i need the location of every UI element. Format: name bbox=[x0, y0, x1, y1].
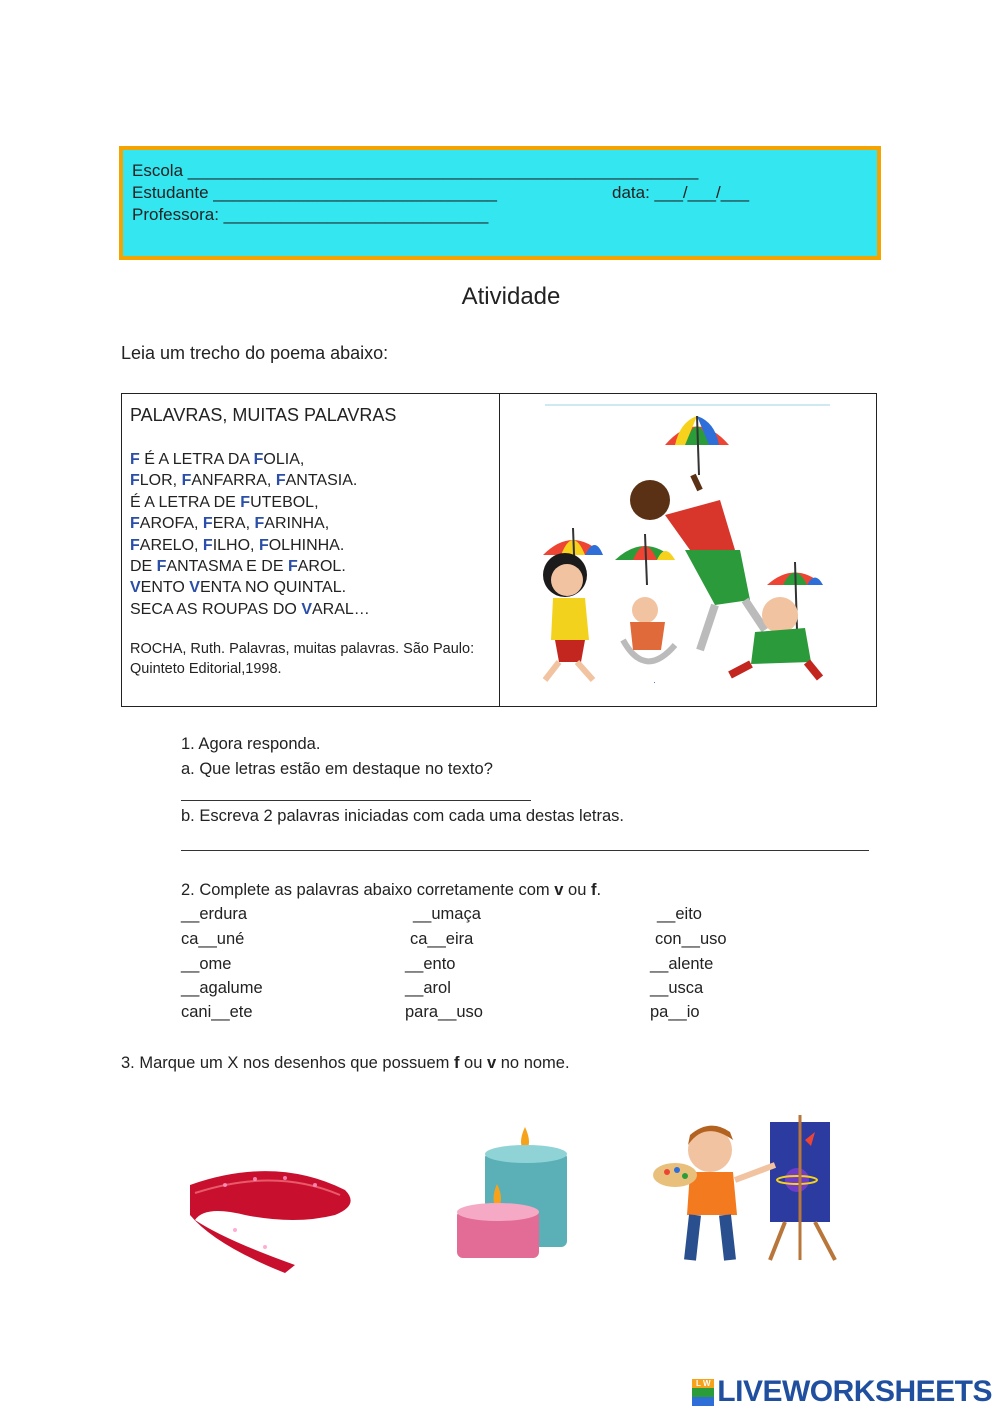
highlighted-letter: F bbox=[275, 472, 286, 490]
highlighted-letter: F bbox=[254, 515, 265, 533]
poem-text: ARAL… bbox=[311, 600, 370, 618]
poem-text: ANTASMA E DE bbox=[166, 558, 288, 576]
fill-word[interactable]: ca__uné bbox=[181, 930, 245, 948]
teacher-field: Professora: ____________________________ bbox=[132, 205, 489, 224]
poem-text: AROL. bbox=[297, 558, 346, 576]
highlighted-letter: F bbox=[253, 451, 264, 468]
poem-text: UTEBOL, bbox=[250, 493, 319, 511]
poem-text: AROFA, bbox=[139, 515, 203, 533]
question-1b: b. Escreva 2 palavras iniciadas com cada uma destas letras. bbox=[181, 807, 624, 825]
page-title: Atividade bbox=[461, 283, 561, 310]
highlighted-letter: F bbox=[202, 536, 213, 554]
question-1: 1. Agora responda. bbox=[181, 735, 321, 753]
highlighted-letter: F bbox=[156, 558, 167, 576]
poem-line bbox=[130, 577, 370, 598]
poem-text: ERA, bbox=[212, 515, 255, 533]
ribbon-image[interactable] bbox=[185, 1145, 360, 1275]
poem-line bbox=[130, 535, 370, 556]
poem-line bbox=[130, 556, 370, 577]
candles-image[interactable] bbox=[455, 1122, 570, 1262]
highlighted-letter: F bbox=[130, 536, 140, 554]
fill-word[interactable]: ca__eira bbox=[410, 930, 474, 948]
fill-word[interactable]: __umaça bbox=[413, 905, 481, 923]
fill-word[interactable]: __eito bbox=[657, 905, 702, 923]
poem-line bbox=[130, 470, 370, 491]
poem-text: ANFARRA, bbox=[191, 472, 276, 490]
header-box bbox=[119, 146, 881, 260]
poem-text: SECA AS ROUPAS DO bbox=[130, 600, 302, 618]
school-field: Escola ______________________________________________________ bbox=[132, 161, 699, 180]
poem-line bbox=[130, 492, 370, 513]
fill-word[interactable]: __ento bbox=[405, 955, 456, 973]
logo-badge: L W bbox=[692, 1379, 714, 1406]
poem-citation: ROCHA, Ruth. Palavras, muitas palavras. São Paulo: Quinteto Editorial,1998. bbox=[130, 641, 475, 677]
poem-text: ANTASIA. bbox=[285, 472, 358, 490]
highlighted-letter: F bbox=[181, 472, 192, 490]
poem-text: É A LETRA DE bbox=[130, 493, 241, 511]
highlighted-letter: V bbox=[301, 600, 312, 618]
fill-word[interactable]: cani__ete bbox=[181, 1003, 253, 1021]
umbrella-icon bbox=[665, 416, 729, 475]
fill-word[interactable]: __erdura bbox=[181, 905, 248, 923]
date-field: data: ___/___/___ bbox=[612, 183, 750, 202]
highlighted-letter: F bbox=[130, 515, 140, 533]
fill-word[interactable]: __usca bbox=[650, 979, 704, 997]
poem-text: LOR, bbox=[139, 472, 182, 490]
poem-text: É A LETRA DA bbox=[139, 451, 254, 468]
highlighted-letter: F bbox=[130, 451, 140, 468]
poem-text: ARELO, bbox=[139, 536, 203, 554]
poem-text: OLHINHA. bbox=[268, 536, 345, 554]
student-field: Estudante ______________________________ bbox=[132, 183, 497, 202]
table-divider bbox=[499, 394, 500, 706]
fill-word[interactable]: pa__io bbox=[650, 1003, 700, 1021]
fill-word[interactable]: __arol bbox=[405, 979, 451, 997]
highlighted-letter: F bbox=[202, 515, 213, 533]
question-3: 3. Marque um X nos desenhos que possuem f ou v no nome. bbox=[121, 1054, 570, 1072]
answer-line-1a[interactable] bbox=[181, 800, 531, 801]
poem-line bbox=[130, 513, 370, 534]
liveworksheets-logo bbox=[692, 1374, 992, 1410]
poem-lines bbox=[130, 449, 370, 620]
highlighted-letter: V bbox=[130, 579, 141, 597]
answer-line-1b[interactable] bbox=[181, 850, 869, 851]
fill-word[interactable]: con__uso bbox=[655, 930, 727, 948]
poem-table bbox=[121, 393, 877, 707]
fill-word[interactable]: __alente bbox=[650, 955, 714, 973]
highlighted-letter: F bbox=[258, 536, 269, 554]
fill-word[interactable]: __agalume bbox=[181, 979, 263, 997]
poem-line bbox=[130, 449, 370, 470]
highlighted-letter: V bbox=[189, 579, 200, 597]
fill-word[interactable]: __ome bbox=[181, 955, 232, 973]
question-2: 2. Complete as palavras abaixo corretamente com v ou f. bbox=[181, 881, 602, 899]
poem-text: ARINHA, bbox=[264, 515, 330, 533]
highlighted-letter: F bbox=[130, 472, 140, 490]
painter-boy-image[interactable] bbox=[645, 1110, 855, 1270]
poem-text: DE bbox=[130, 558, 157, 576]
question-1a: a. Que letras estão em destaque no texto? bbox=[181, 760, 493, 778]
logo-text: LIVEWORKSHEETS bbox=[717, 1375, 992, 1408]
poem-text: OLIA, bbox=[263, 451, 305, 468]
poem-text: ENTO bbox=[140, 579, 190, 597]
intro-text: Leia um trecho do poema abaixo: bbox=[121, 343, 389, 363]
poem-text: ENTA NO QUINTAL. bbox=[199, 579, 347, 597]
highlighted-letter: F bbox=[240, 493, 251, 511]
poem-text: ILHO, bbox=[212, 536, 259, 554]
svg-text:·: · bbox=[653, 677, 656, 687]
umbrella-icon bbox=[615, 534, 675, 585]
poem-line bbox=[130, 599, 370, 620]
highlighted-letter: F bbox=[287, 558, 298, 576]
fill-word[interactable]: para__uso bbox=[405, 1003, 483, 1021]
poem-title: PALAVRAS, MUITAS PALAVRAS bbox=[130, 405, 397, 425]
kids-umbrellas-illustration bbox=[515, 400, 835, 695]
